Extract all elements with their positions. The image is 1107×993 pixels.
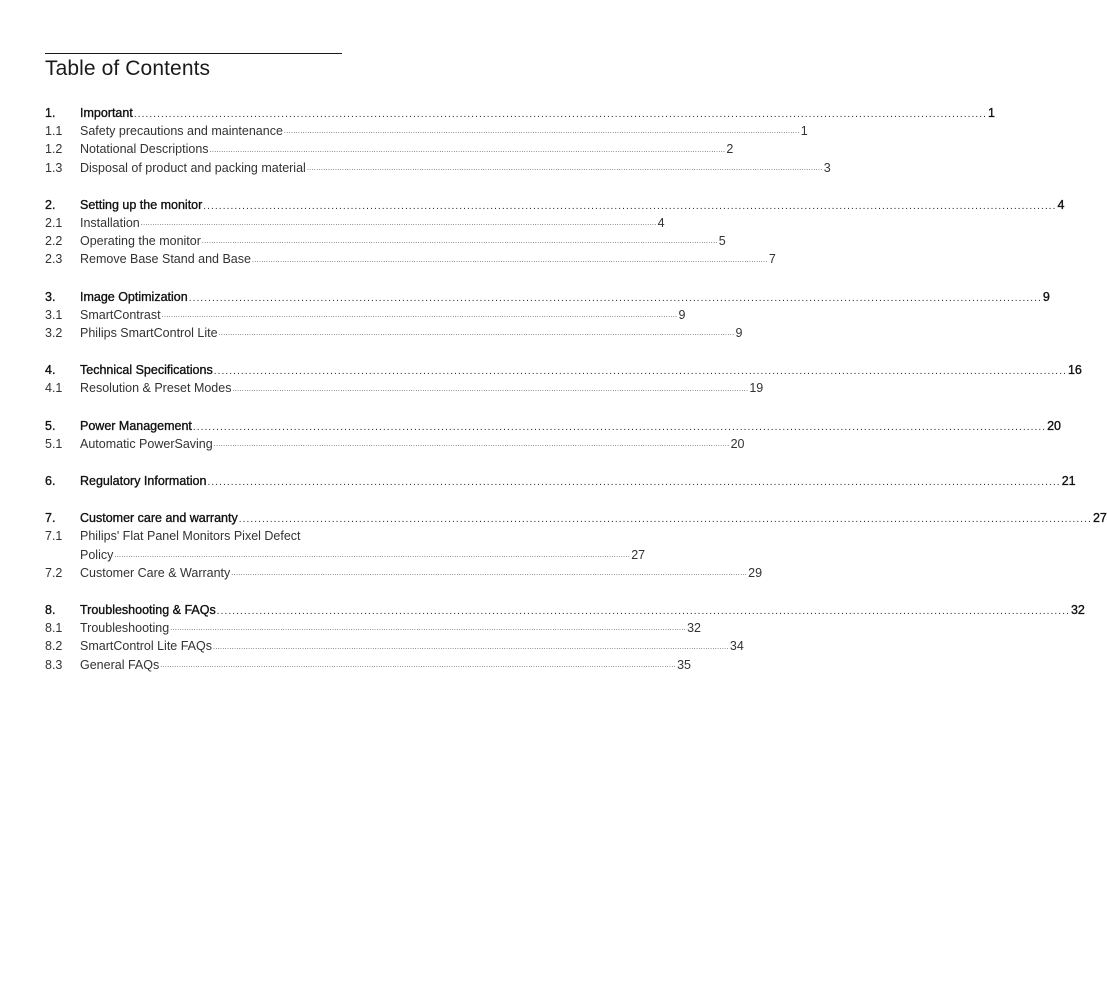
toc-page-number: 34: [729, 639, 744, 654]
toc-entry-label: Troubleshooting & FAQs: [80, 603, 216, 618]
toc-entry-label: SmartContrast: [80, 307, 161, 322]
toc-page-number: 4: [657, 216, 665, 231]
toc-entry-number: 8.: [45, 603, 56, 618]
dot-leader: ............................................................................................................................................................................................................................: [213, 366, 1067, 378]
toc-entry-number: 4.: [45, 363, 56, 378]
toc-section: [45, 361, 1082, 397]
dot-leader: ............................................................................................................................................................................................................................: [216, 606, 1070, 618]
toc-subsection-entry[interactable]: [45, 306, 686, 324]
toc-page-number: 7: [768, 252, 776, 267]
dot-leader: ............................................................................................................................................................................................................................: [192, 421, 1047, 433]
table-of-contents: [45, 104, 1107, 693]
toc-page-number: 16: [1067, 363, 1082, 378]
toc-subsection-entry[interactable]: [45, 435, 745, 453]
toc-chapter-entry[interactable]: [45, 472, 1076, 490]
dot-leader: ............................................................................................................................................................................................................................: [213, 643, 729, 651]
toc-subsection-entry[interactable]: [45, 232, 726, 250]
toc-subsection-entry[interactable]: [45, 637, 744, 655]
toc-entry-label: Operating the monitor: [80, 234, 201, 249]
toc-entry-label: Policy: [80, 547, 114, 562]
toc-subsection-entry-continued[interactable]: [45, 546, 646, 564]
toc-page-number: 9: [1042, 289, 1050, 304]
toc-entry-number: 8.2: [45, 639, 63, 654]
dot-leader: ............................................................................................................................................................................................................................: [203, 201, 1057, 213]
toc-entry-number: 5.1: [45, 436, 63, 451]
dot-leader: ............................................................................................................................................................................................................................: [238, 514, 1092, 526]
toc-page-number: 21: [1061, 474, 1076, 489]
toc-entry-label: Remove Base Stand and Base: [80, 252, 251, 267]
toc-section: [45, 472, 1076, 490]
page-title: Table of Contents: [45, 57, 211, 80]
toc-subsection-entry[interactable]: [45, 122, 808, 140]
dot-leader: ............................................................................................................................................................................................................................: [201, 238, 718, 246]
toc-page-number: 19: [749, 381, 764, 396]
toc-entry-label: Automatic PowerSaving: [80, 436, 213, 451]
toc-entry-number: 1.2: [45, 142, 63, 157]
header-rule: [45, 53, 342, 54]
toc-entry-label: Disposal of product and packing material: [80, 160, 306, 175]
toc-subsection-entry[interactable]: [45, 159, 831, 177]
toc-entry-label: Setting up the monitor: [80, 197, 203, 212]
toc-entry-label: General FAQs: [80, 657, 160, 672]
toc-entry-number: 3.1: [45, 307, 63, 322]
toc-entry-number: 7.2: [45, 565, 63, 580]
toc-page-number: 9: [678, 307, 686, 322]
toc-chapter-entry[interactable]: [45, 361, 1082, 379]
toc-entry-label: Resolution & Preset Modes: [80, 381, 232, 396]
toc-page-number: 1: [988, 106, 995, 120]
toc-chapter-entry[interactable]: [45, 601, 1085, 619]
toc-section: [45, 104, 995, 177]
toc-entry-number: 4.1: [45, 381, 63, 396]
toc-entry-label: Troubleshooting: [80, 621, 170, 636]
toc-entry-label: Important: [80, 106, 133, 120]
toc-page-number: 3: [823, 160, 831, 175]
toc-entry-label: Safety precautions and maintenance: [80, 124, 283, 139]
toc-entry-number: 2.3: [45, 252, 63, 267]
toc-page-number: 29: [748, 565, 763, 580]
toc-chapter-entry[interactable]: [45, 288, 1050, 306]
toc-entry-label: Notational Descriptions: [80, 142, 209, 157]
dot-leader: ............................................................................................................................................................................................................................: [306, 164, 823, 172]
toc-page-number: 1: [800, 124, 808, 139]
toc-subsection-entry[interactable]: [45, 379, 764, 397]
toc-entry-label: Power Management: [80, 418, 192, 433]
toc-entry-number: 2.: [45, 197, 56, 212]
toc-section: [45, 288, 1050, 343]
toc-subsection-entry[interactable]: [45, 250, 776, 268]
toc-chapter-entry[interactable]: [45, 417, 1062, 435]
toc-page-number: 20: [1047, 418, 1062, 433]
toc-entry-number: 1.3: [45, 160, 63, 175]
toc-entry-number: 8.3: [45, 657, 63, 672]
dot-leader: ............................................................................................................................................................................................................................: [231, 570, 748, 578]
toc-section: [45, 509, 1107, 582]
toc-page-number: 4: [1057, 197, 1065, 212]
toc-entry-number: 2.2: [45, 234, 63, 249]
toc-page-number: 2: [726, 142, 734, 157]
toc-entry-number: 1.: [45, 106, 56, 120]
dot-leader: ............................................................................................................................................................................................................................: [160, 661, 677, 669]
toc-subsection-entry[interactable]: [45, 564, 763, 582]
toc-entry-label: Philips SmartControl Lite: [80, 326, 218, 341]
toc-entry-number: 7.: [45, 511, 56, 526]
toc-chapter-entry[interactable]: [45, 104, 995, 122]
toc-subsection-entry[interactable]: [45, 214, 665, 232]
toc-chapter-entry[interactable]: [45, 196, 1065, 214]
toc-entry-label: Philips' Flat Panel Monitors Pixel Defect: [80, 529, 301, 544]
toc-page-number: 32: [1070, 603, 1085, 618]
toc-entry-label: SmartControl Lite FAQs: [80, 639, 212, 654]
dot-leader: ............................................................................................................................................................................................................................: [140, 220, 657, 228]
toc-page-number: 27: [631, 547, 646, 562]
toc-entry-label: Installation: [80, 216, 140, 231]
dot-leader: ............................................................................................................................................................................................................................: [251, 256, 768, 264]
toc-entry-number: 3.2: [45, 326, 63, 341]
dot-leader: ............................................................................................................................................................................................................................: [114, 551, 631, 559]
dot-leader: ............................................................................................................................................................................................................................: [170, 625, 687, 633]
toc-chapter-entry[interactable]: [45, 509, 1107, 527]
toc-section: [45, 196, 1065, 269]
toc-page-number: 9: [735, 326, 743, 341]
toc-entry-label: Image Optimization: [80, 289, 188, 304]
toc-subsection-entry[interactable]: [45, 656, 691, 674]
toc-page-number: 35: [677, 657, 691, 672]
toc-page-number: 27: [1092, 511, 1107, 526]
dot-leader: ............................................................................................................................................................................................................................: [218, 330, 735, 338]
toc-entry-label: Technical Specifications: [80, 363, 213, 378]
dot-leader: ............................................................................................................................................................................................................................: [213, 441, 730, 449]
toc-entry-label: Customer care and warranty: [80, 511, 238, 526]
toc-subsection-entry[interactable]: [45, 324, 743, 342]
toc-page-number: 5: [718, 234, 726, 249]
toc-section: [45, 601, 1085, 674]
toc-entry-label: Customer Care & Warranty: [80, 565, 231, 580]
dot-leader: ............................................................................................................................................................................................................................: [209, 146, 726, 154]
toc-entry-number: 6.: [45, 474, 56, 489]
toc-page-number: 20: [730, 436, 745, 451]
dot-leader: ............................................................................................................................................................................................................................: [283, 128, 800, 136]
toc-entry-number: 5.: [45, 418, 56, 433]
dot-leader: ............................................................................................................................................................................................................................: [232, 385, 749, 393]
toc-subsection-entry[interactable]: [45, 527, 348, 545]
toc-entry-number: 7.1: [45, 529, 63, 544]
toc-entry-label: Regulatory Information: [80, 474, 207, 489]
dot-leader: ............................................................................................................................................................................................................................: [207, 477, 1061, 489]
toc-section: [45, 417, 1062, 453]
toc-page-number: 32: [687, 621, 701, 636]
dot-leader: ............................................................................................................................................................................................................................: [188, 292, 1042, 304]
toc-entry-number: 2.1: [45, 216, 63, 231]
toc-subsection-entry[interactable]: [45, 619, 701, 637]
toc-entry-number: 1.1: [45, 124, 63, 139]
dot-leader: ............................................................................................................................................................................................................................: [161, 312, 678, 320]
dot-leader: ............................................................................................................................................................................................................................: [133, 109, 988, 121]
toc-subsection-entry[interactable]: [45, 140, 734, 158]
toc-entry-number: 3.: [45, 289, 56, 304]
toc-entry-number: 8.1: [45, 621, 63, 636]
